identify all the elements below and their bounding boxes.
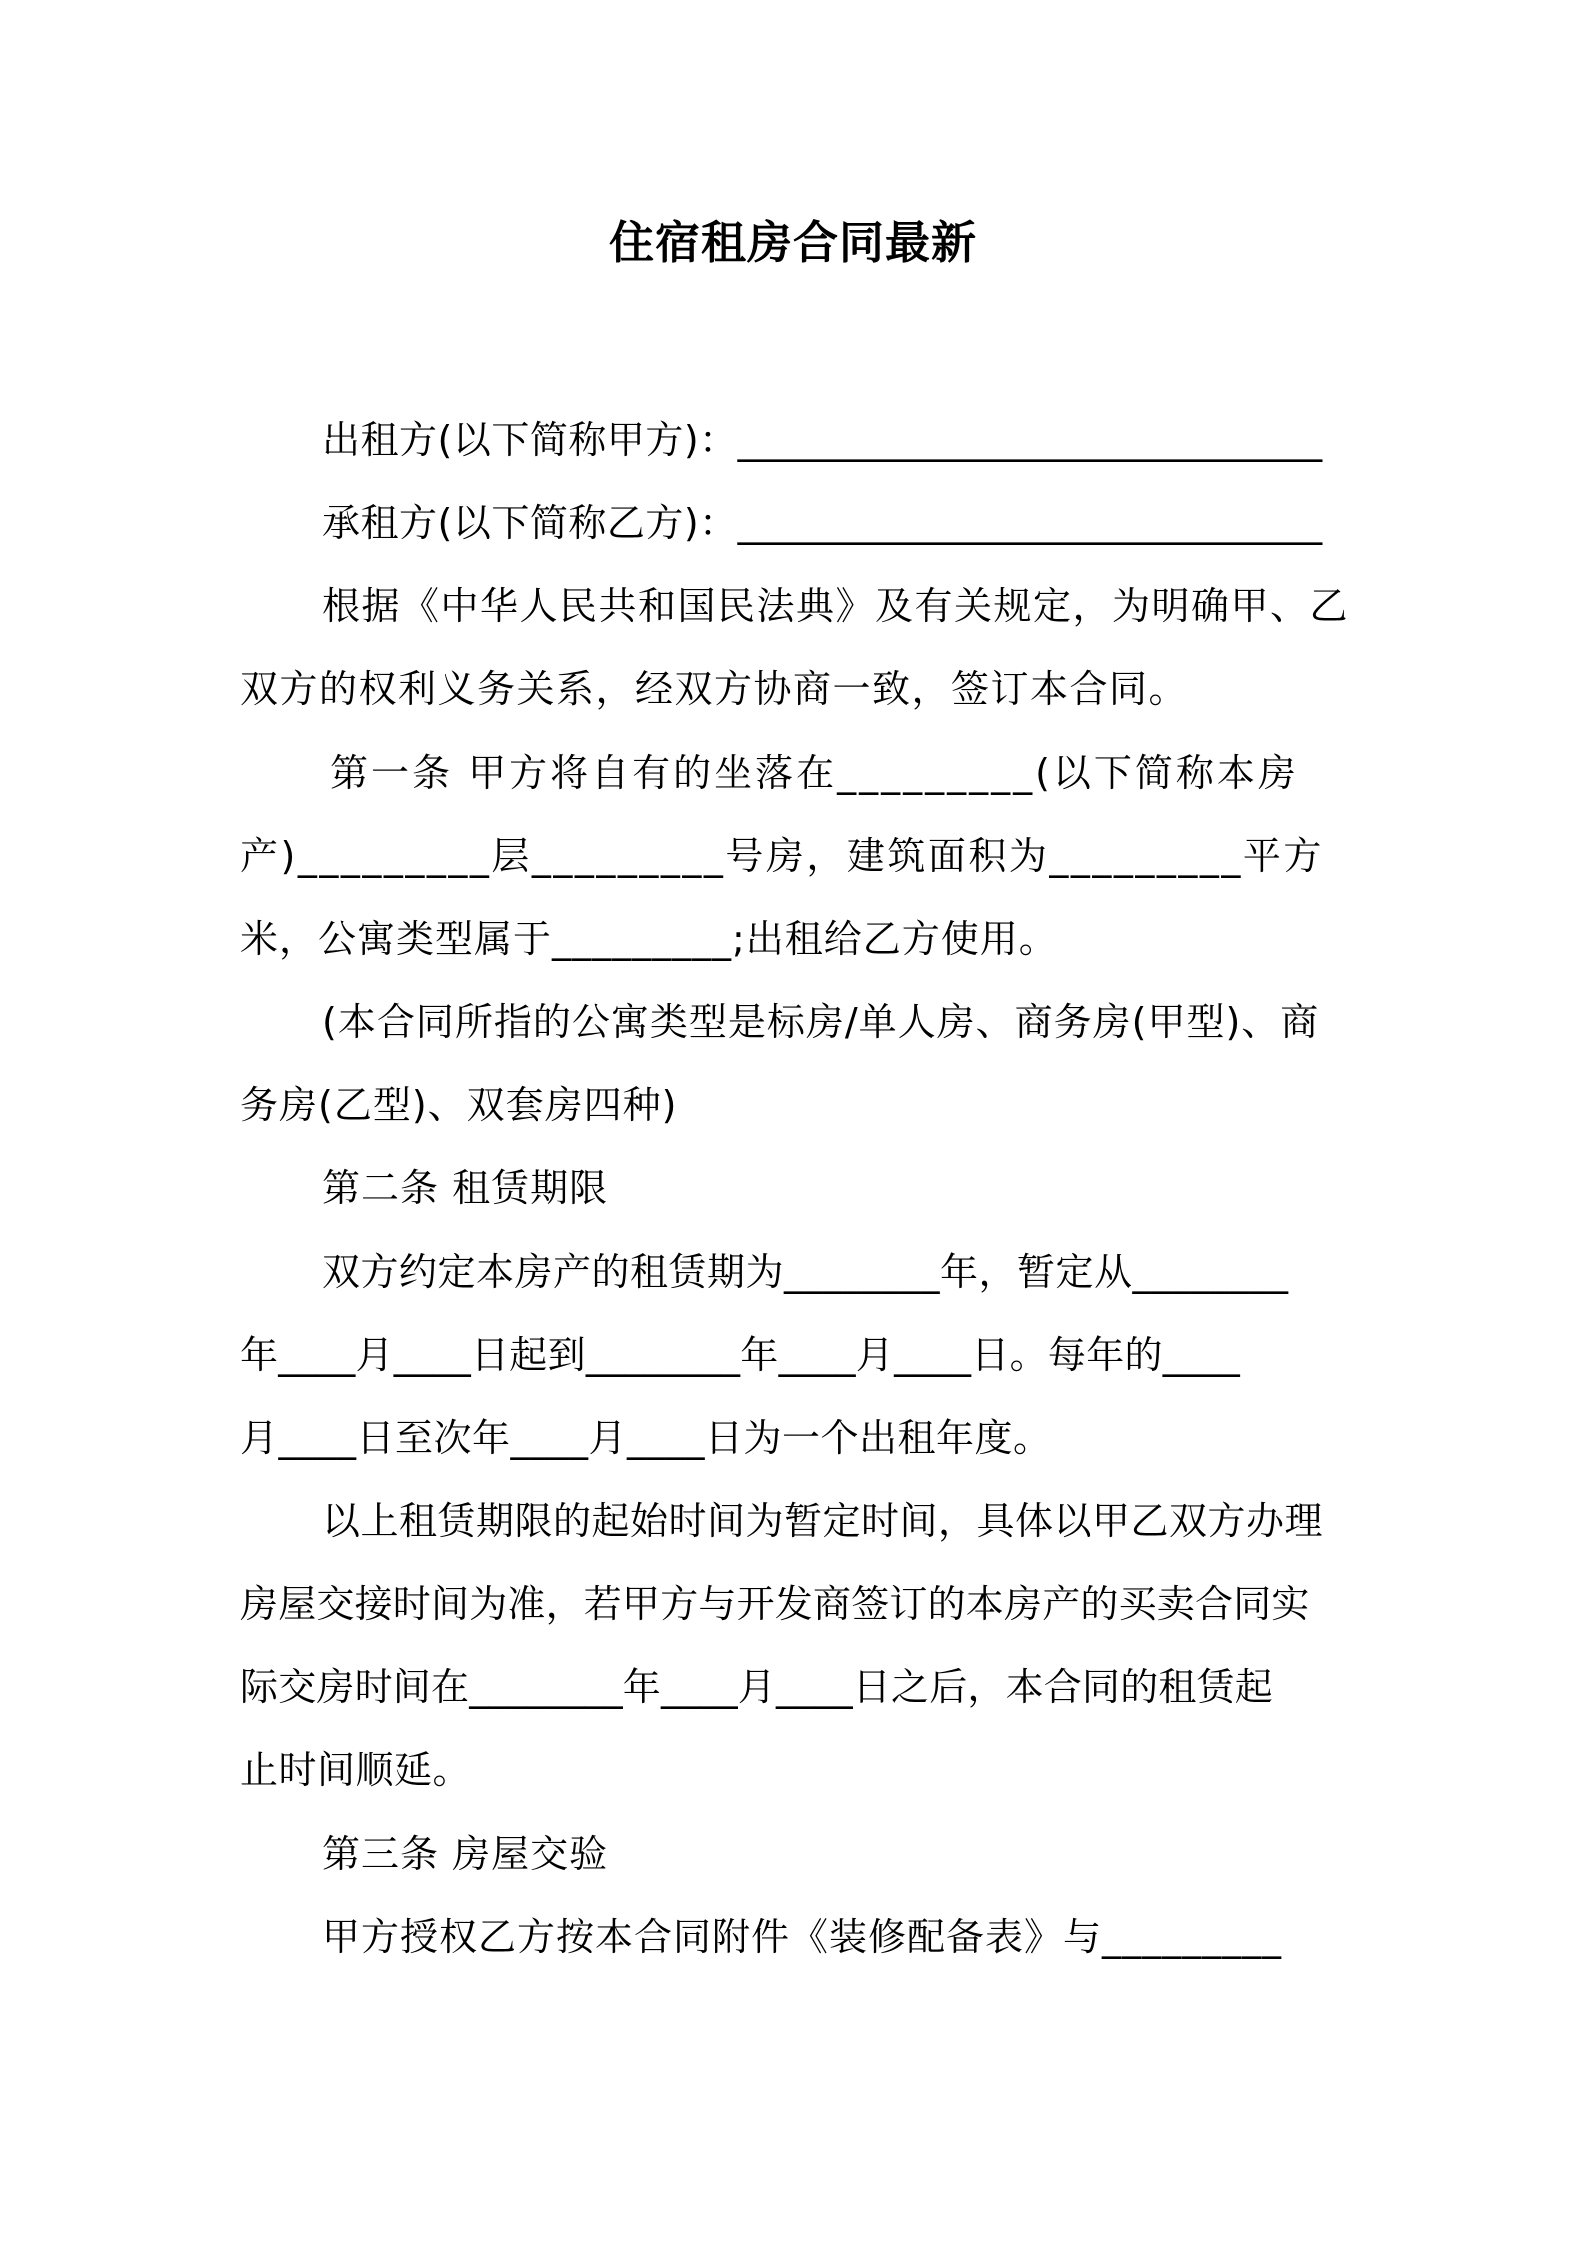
- article-1-text-1: 第一条 甲方将自有的坐落在_________(以下简称本房: [330, 751, 1299, 795]
- lessee-text: 承租方(以下简称乙方)：______________________________: [322, 501, 1323, 545]
- article-3-text-1: 甲方授权乙方按本合同附件《装修配备表》与_________: [322, 1915, 1283, 1959]
- lessor-text: 出租方(以下简称甲方)：______________________________: [322, 418, 1323, 462]
- article-2-heading-text: 第二条 租赁期限: [322, 1166, 609, 1210]
- apartment-type-note-text-2: 务房(乙型)、双套房四种): [240, 1083, 678, 1127]
- article-2-text-1: 双方约定本房产的租赁期为________年，暂定从________: [322, 1250, 1289, 1294]
- apartment-type-note-text-1: (本合同所指的公寓类型是标房/单人房、商务房(甲型)、商: [322, 1000, 1320, 1044]
- article-1-text-2: 产)_________层_________号房，建筑面积为_________平方: [240, 834, 1324, 878]
- article-2-text-6: 际交房时间在________年____月____日之后，本合同的租赁起: [240, 1665, 1274, 1709]
- article-1-text-3: 米，公寓类型属于_________;出租给乙方使用。: [240, 917, 1058, 961]
- article-3-heading-text: 第三条 房屋交验: [322, 1832, 609, 1876]
- document-title: 住宿租房合同最新: [608, 216, 977, 269]
- preamble-text-2: 双方的权利义务关系，经双方协商一致，签订本合同。: [240, 667, 1189, 711]
- preamble-text-1: 根据《中华人民共和国民法典》及有关规定，为明确甲、乙: [322, 584, 1350, 628]
- article-2-text-3: 月____日至次年____月____日为一个出租年度。: [240, 1416, 1052, 1460]
- article-2-text-2: 年____月____日起到________年____月____日。每年的____: [240, 1333, 1241, 1377]
- article-2-text-7: 止时间顺延。: [240, 1748, 472, 1792]
- article-2-text-4: 以上租赁期限的起始时间为暂定时间，具体以甲乙双方办理: [322, 1499, 1324, 1543]
- article-2-text-5: 房屋交接时间为准，若甲方与开发商签订的本房产的买卖合同实: [240, 1582, 1310, 1626]
